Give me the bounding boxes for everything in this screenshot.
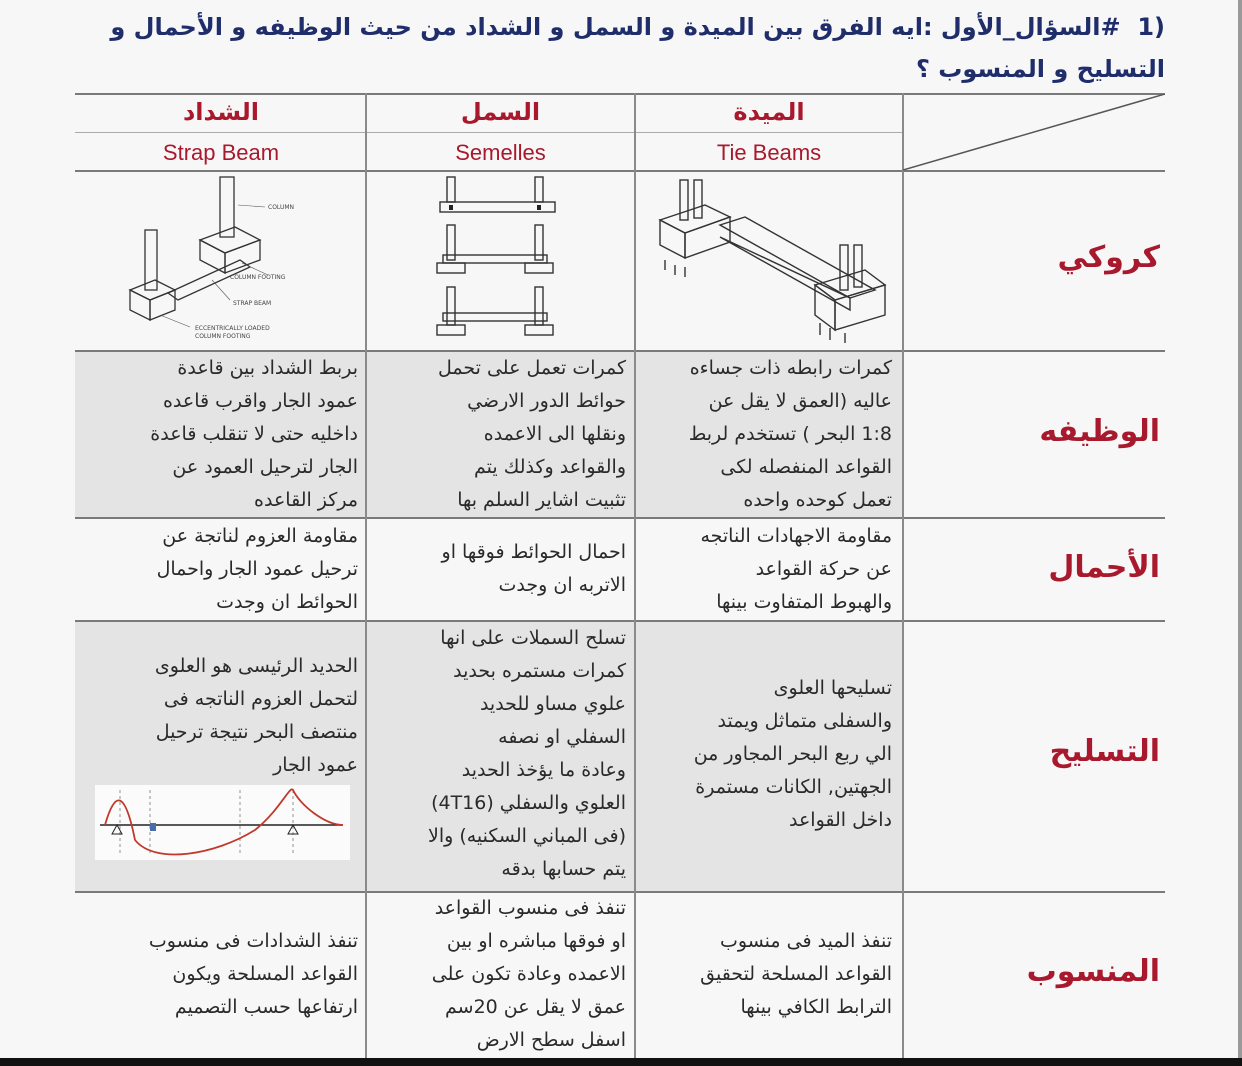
cell-level-semelle: تنفذ فى منسوب القواعد او فوقها مباشره او بين الاعمده وعادة تكون على عمق لا يقل عن 20سم اسفل سطح الارض [431, 897, 626, 1051]
semelle-sketch [435, 175, 565, 345]
question-text: #السؤال_الأول :ايه الفرق بين الميدة و السمل و الشداد من حيث الوظيفه و الأحمال و التسليح و المنسوب ؟ [110, 13, 1165, 83]
cell-reinforcement-strap: الحديد الرئيسى هو العلوى لتحمل العزوم الناتجه فى منتصف البحر نتيجة ترحيل عمود الجار [154, 655, 358, 776]
row-label-level: المنسوب [1026, 954, 1160, 989]
cell-level-tie: تنفذ الميد فى منسوب القواعد المسلحة لتحقيق الترابط الكافي بينها [700, 930, 892, 1018]
frame-edge [0, 1058, 1242, 1066]
cell-loads-strap: مقاومة العزوم لناتجة عن ترحيل عمود الجار واحمال الحوائط ان وجدت [156, 525, 358, 613]
header-tie-ar: الميدة [733, 98, 805, 126]
cell-function-semelle: كمرات تعمل على تحمل حوائط الدور الارضي ونقلها الى الاعمده والقواعد وكذلك يتم تثبيت اشاير السلم بها [437, 357, 626, 511]
sketch-label-column: COLUMN [268, 204, 295, 211]
cell-loads-tie: مقاومة الاجهادات الناتجه عن حركة القواعد والهبوط المتفاوت بينها [700, 525, 892, 613]
table-border [634, 93, 636, 1058]
sketch-label-eccentric: ECCENTRICALLY LOADED [195, 325, 270, 332]
cell-loads-semelle: احمال الحوائط فوقها او الاتربه ان وجدت [441, 541, 626, 596]
table-border [902, 93, 904, 1058]
cell-function-tie: كمرات رابطه ذات جساءه عاليه (العمق لا يقل عن 1:8 البحر ) تستخدم لربط القواعد المنفصله لكى تعمل كوحده واحده [688, 357, 892, 511]
question-title [105, 6, 1165, 90]
strap-beam-sketch [120, 175, 340, 345]
row-label-function: الوظيفه [1039, 414, 1160, 449]
sketch-label-strap-beam: STRAP BEAM [233, 300, 272, 307]
cell-level-strap: تنفذ الشدادات فى منسوب القواعد المسلحة ويكون ارتفاعها حسب التصميم [148, 930, 358, 1018]
tie-beam-sketch [650, 175, 890, 345]
header-semelle-ar: السمل [460, 98, 541, 126]
header-divider [75, 132, 903, 133]
table-border [75, 517, 1165, 519]
sketch-label-column-footing: COLUMN FOOTING [230, 274, 286, 281]
header-strap-en: Strap Beam [162, 140, 280, 165]
frame-edge [1238, 0, 1242, 1066]
corner-diagonal [903, 94, 1165, 172]
sketch-label-eccentric-2: COLUMN FOOTING [195, 333, 251, 340]
table-border [365, 93, 367, 1058]
moment-diagram [95, 785, 350, 860]
row-label-reinforcement: التسليح [1049, 734, 1160, 769]
header-strap-ar: الشداد [182, 98, 260, 126]
question-number: 1) [1137, 13, 1165, 41]
header-semelle-en: Semelles [455, 140, 546, 165]
cell-function-strap: بربط الشداد بين قاعدة عمود الجار واقرب قاعده داخليه حتى لا تنقلب قاعدة الجار لترحيل العمود عن مركز القاعده [150, 357, 358, 511]
cell-reinforcement-tie: تسليحها العلوى والسفلى متماثل ويمتد الي ربع البحر المجاور من الجهتين, الكانات مستمرة داخل القواعد [693, 677, 892, 831]
header-tie-en: Tie Beams [716, 140, 822, 165]
row-label-loads: الأحمال [1048, 550, 1160, 585]
cell-reinforcement-semelle: تسلح السملات على انها كمرات مستمره بحديد علوي مساو للحديد السفلي او نصفه وعادة ما يؤخذ الحديد العلوي والسفلي (4T16) (فى المباني السكنيه) والا يتم حسابها بدقه [427, 627, 626, 880]
row-label-sketch: كروكي [1057, 240, 1160, 275]
